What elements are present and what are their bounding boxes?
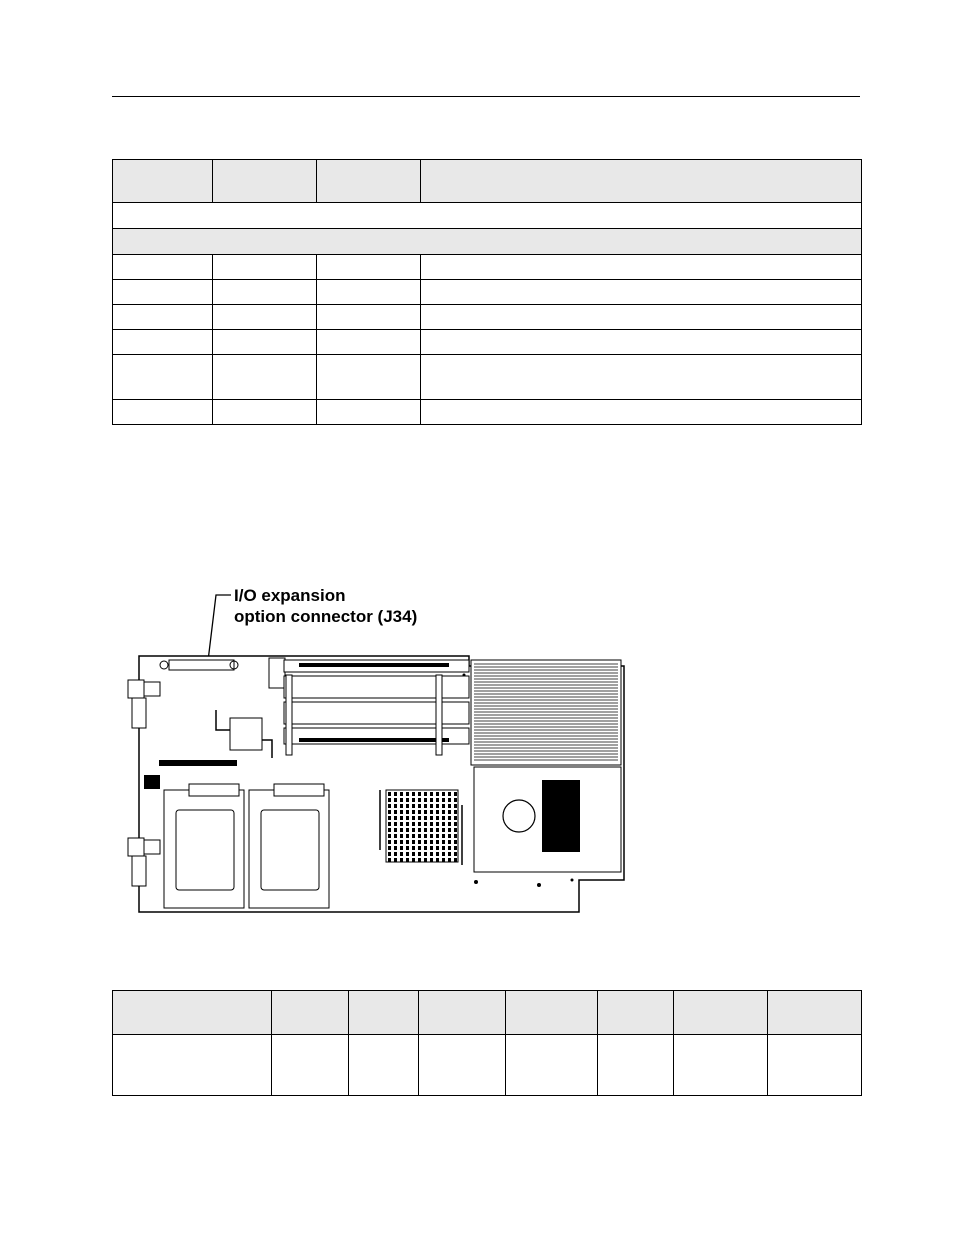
table-row <box>113 355 862 400</box>
upper-table-section-row <box>113 203 862 229</box>
table-row <box>113 1035 862 1096</box>
upper-table-header-row <box>113 160 862 203</box>
lower-table-header-row <box>113 991 862 1035</box>
small-chip <box>230 718 262 750</box>
upper-table-header-cell <box>317 160 421 203</box>
upper-table-subsection-row <box>113 229 862 255</box>
upper-table-subsection-cell <box>113 229 862 255</box>
table-row <box>113 255 862 280</box>
hard-drive-bay-left <box>164 784 244 908</box>
upper-table-header-cell <box>113 160 213 203</box>
system-board-diagram <box>124 580 644 920</box>
lower-table <box>112 990 862 1096</box>
table-row <box>113 400 862 425</box>
upper-table-header-cell <box>421 160 862 203</box>
upper-table-header-cell <box>213 160 317 203</box>
table-row <box>113 330 862 355</box>
top-left-bracket <box>160 660 238 670</box>
hard-drive-bay-right <box>249 784 329 908</box>
chipset-heatsink <box>380 790 462 865</box>
callout-label-line2: option connector (J34) <box>234 607 418 626</box>
upper-table <box>112 159 862 425</box>
processor-heatsink-fins <box>471 660 621 765</box>
header-rule <box>112 96 860 97</box>
upper-table-section-cell <box>113 203 862 229</box>
io-expansion-connector-j34 <box>159 760 237 766</box>
callout-label-line1: I/O expansion <box>234 586 346 605</box>
warning-label-plate <box>542 780 580 852</box>
table-row <box>113 280 862 305</box>
processor-heatsink-plate <box>474 767 621 872</box>
jumper-block <box>144 775 160 789</box>
table-row <box>113 305 862 330</box>
